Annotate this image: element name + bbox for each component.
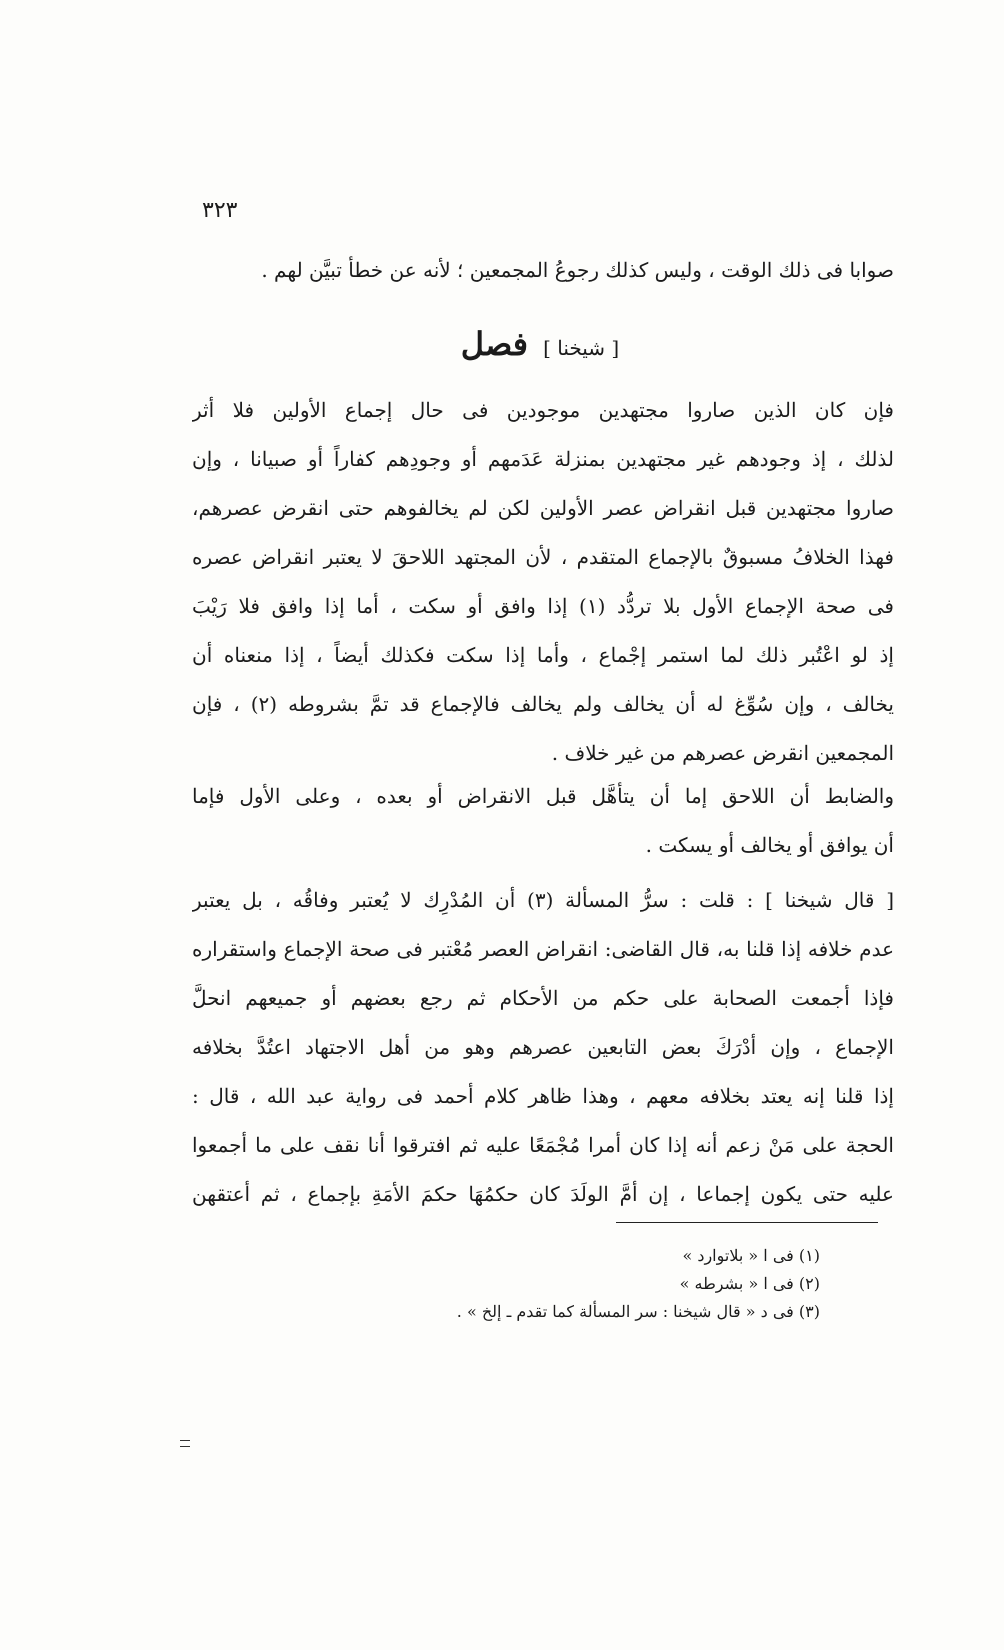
section-title: فصل	[460, 325, 529, 363]
text-line: الحجة على مَنْ زعم أنه إذا كان أمرا مُجْمَعًا عليه ثم افترقوا أنا نقف على ما أجمعوا	[192, 1133, 894, 1157]
text-line: فهذا الخلافُ مسبوقٌ بالإجماع المتقدم ، لأن المجتهد اللاحقَ لا يعتبر انقراض عصره	[192, 545, 894, 569]
text-line: [ قال شيخنا ] : قلت : سرُّ المسألة (٣) أن المُدْرِك لا يُعتبر وفاقُه ، بل يعتبر	[192, 888, 894, 912]
opening-paragraph	[192, 246, 894, 295]
paragraph-3	[192, 876, 894, 1219]
text-line: صوابا فى ذلك الوقت ، وليس كذلك رجوعُ المجمعين ؛ لأنه عن خطأ تبيَّن لهم .	[261, 258, 894, 282]
text-line: عدم خلافه إذا قلنا به، قال القاضى: انقراض العصر مُعْتبر فى صحة الإجماع واستقراره	[192, 937, 894, 961]
text-line: أن يوافق أو يخالف أو يسكت .	[645, 833, 894, 857]
text-line: المجمعين انقرض عصرهم من غير خلاف .	[551, 741, 894, 765]
section-heading	[330, 322, 750, 371]
footnote-1: (١) فى ا « بلاتوارد »	[682, 1246, 820, 1265]
text-line: عليه حتى يكون إجماعا ، إن أمَّ الولَدَ كان حكمُهَا حكمَ الأمَةِ بإجماع ، ثم أعتقهن	[192, 1182, 894, 1206]
footnote-2: (٢) فى ا « بشرطه »	[679, 1274, 820, 1293]
text-line: يخالف ، وإن سُوِّغ له أن يخالف ولم يخالف فالإجماع قد تمَّ بشروطه (٢) ، فإن	[192, 692, 894, 716]
footnotes	[380, 1242, 820, 1326]
scan-mark	[180, 1440, 190, 1447]
paragraph-1	[192, 386, 894, 778]
text-line: والضابط أن اللاحق إما أن يتأهَّل قبل الانقراض أو بعده ، وعلى الأول فإما	[192, 784, 894, 808]
text-line: لذلك ، إذ وجودهم غير مجتهدين بمنزلة عَدَمهم أو وجودِهم كفاراً أو صبيانا ، وإن	[192, 447, 894, 471]
text-line: فإن كان الذين صاروا مجتهدين موجودين فى حال إجماع الأولين فلا أثر	[192, 398, 894, 422]
text-line: فإذا أجمعت الصحابة على حكم من الأحكام ثم رجع بعضهم أو جميعهم انحلَّ	[192, 986, 894, 1010]
text-line: إذا قلنا إنه يعتد بخلافه معهم ، وهذا ظاهر كلام أحمد فى رواية عبد الله ، قال :	[192, 1084, 894, 1108]
footnote-divider	[616, 1222, 878, 1223]
text-line: فى صحة الإجماع الأول بلا تردُّد (١) إذا وافق أو سكت ، أما إذا وافق فلا رَيْبَ	[192, 594, 894, 618]
text-line: الإجماع ، وإن أدْرَكَ بعض التابعين عصرهم وهو من أهل الاجتهاد اعتُدَّ بخلافه	[192, 1035, 894, 1059]
section-tag: [ شيخنا ]	[543, 336, 620, 360]
footnote-3: (٣) فى د « قال شيخنا : سر المسألة كما تقدم ـ إلخ » .	[456, 1302, 820, 1321]
paragraph-2	[192, 772, 894, 870]
page-number: ٣٢٣	[202, 198, 238, 223]
text-line: إذ لو اعْتُبر ذلك لما استمر إجْماع ، وأما إذا سكت فكذلك أيضاً ، إذا منعناه أن	[192, 643, 894, 667]
text-line: صاروا مجتهدين قبل انقراض عصر الأولين لكن لم يخالفوهم حتى انقرض عصرهم،	[192, 496, 894, 520]
